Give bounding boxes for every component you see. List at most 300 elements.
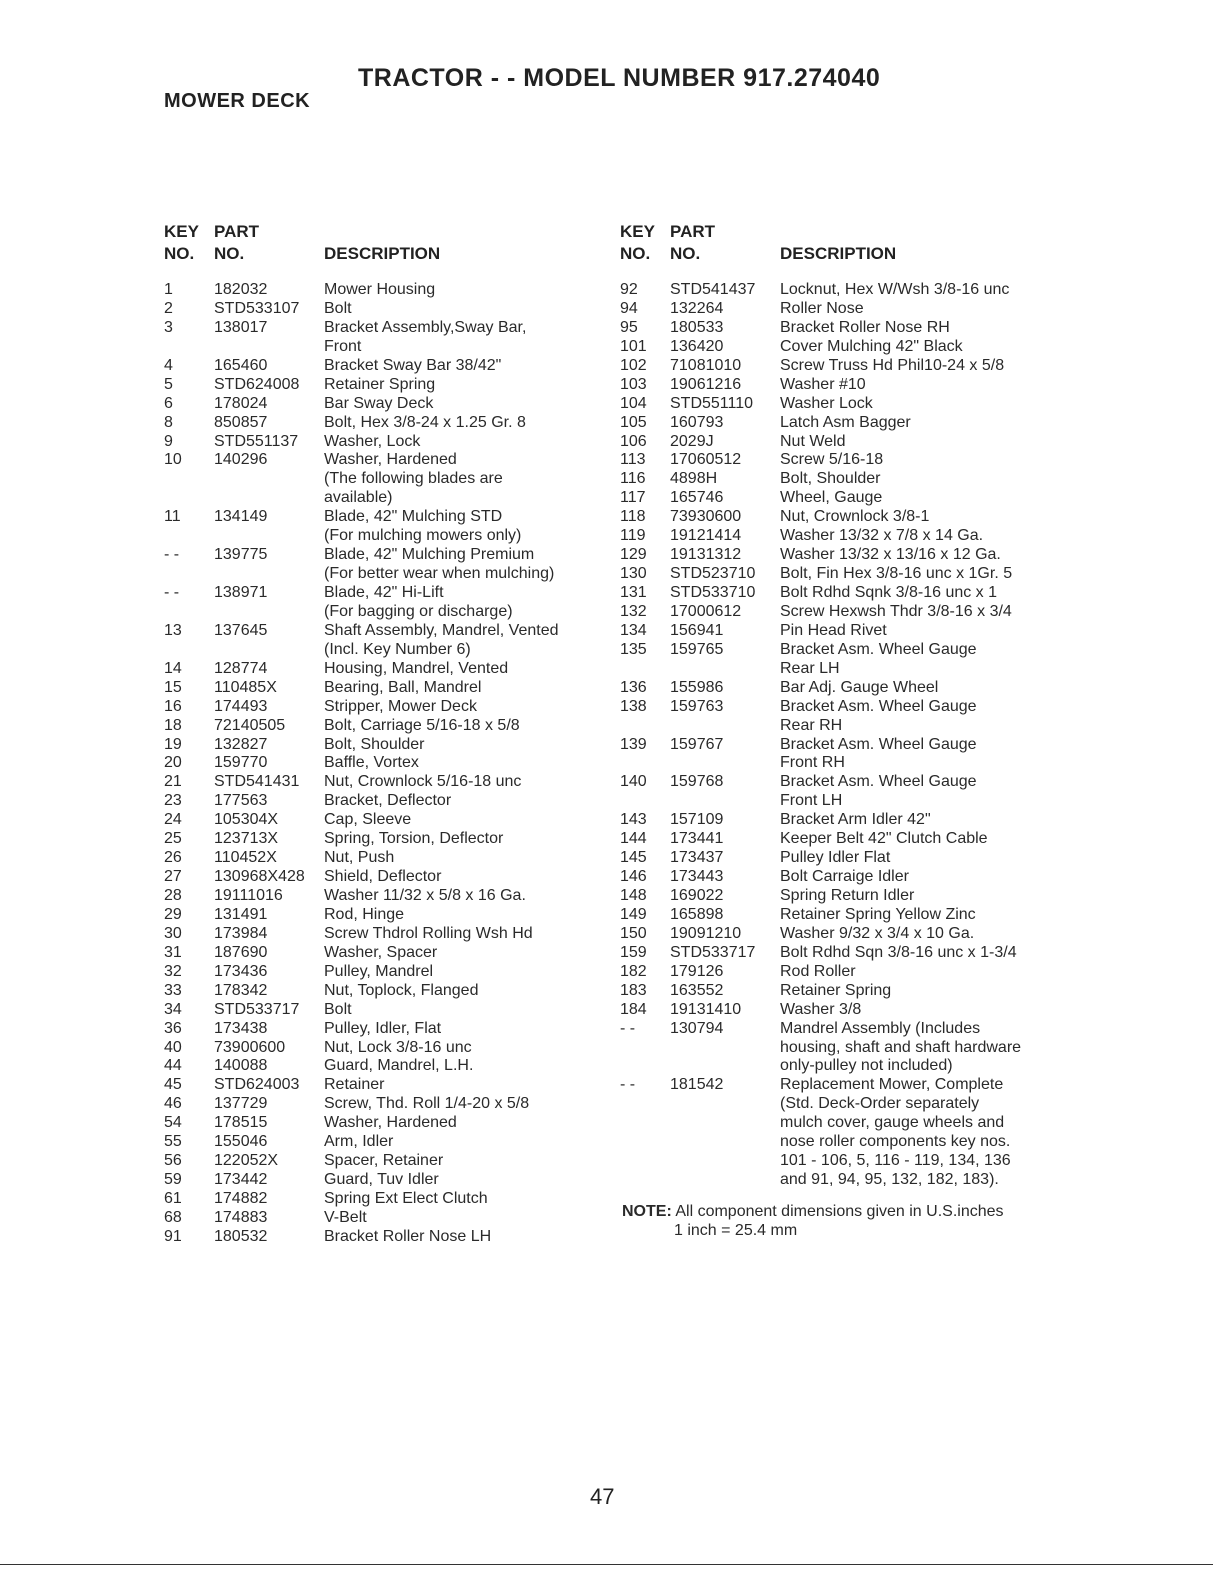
key-number: 9	[164, 432, 173, 450]
table-row	[620, 1019, 1060, 1038]
part-number: 19121414	[670, 527, 742, 545]
table-row	[164, 1132, 594, 1151]
part-description: Shaft Assembly, Mandrel, Vented	[324, 621, 559, 639]
key-number: 46	[164, 1095, 182, 1113]
part-description: Retainer	[324, 1076, 385, 1094]
table-row	[620, 1000, 1060, 1019]
part-description: Bolt Carraige Idler	[780, 868, 909, 886]
table-row	[620, 469, 1060, 488]
part-number: 179126	[670, 962, 724, 980]
header-part-no: NO.	[670, 244, 701, 263]
part-description: Bolt Rdhd Sqn 3/8-16 unc x 1-3/4	[780, 943, 1017, 961]
part-description: Housing, Mandrel, Vented	[324, 659, 509, 677]
table-row	[164, 1075, 594, 1094]
part-number: 19061216	[670, 375, 742, 393]
part-number: 71081010	[670, 356, 742, 374]
table-row	[620, 583, 1060, 602]
part-number: STD533107	[214, 299, 300, 317]
part-description: Rear RH	[780, 716, 843, 734]
key-number: 55	[164, 1133, 182, 1151]
part-number: 137729	[214, 1095, 268, 1113]
key-number: 32	[164, 962, 182, 980]
part-number: 130968X428	[214, 868, 305, 886]
table-row	[164, 602, 594, 621]
key-number: 59	[164, 1171, 182, 1189]
part-number: 140088	[214, 1057, 268, 1075]
key-number: 56	[164, 1152, 182, 1170]
table-row	[620, 545, 1060, 564]
table-row	[164, 678, 594, 697]
table-row	[164, 526, 594, 545]
key-number: 104	[620, 394, 647, 412]
part-description: Washer, Lock	[324, 432, 421, 450]
table-row	[164, 1094, 594, 1113]
key-number: 145	[620, 849, 647, 867]
table-row	[164, 1151, 594, 1170]
page-title: TRACTOR - - MODEL NUMBER 917.274040	[358, 64, 881, 92]
header-key-no: NO.	[164, 244, 195, 263]
key-number: 150	[620, 924, 647, 942]
key-number: - -	[620, 1019, 636, 1037]
part-number: 157109	[670, 811, 724, 829]
part-description: Nut, Crownlock 5/16-18 unc	[324, 773, 522, 791]
part-number: 159765	[670, 640, 724, 658]
table-row	[620, 791, 1060, 810]
part-description: Locknut, Hex W/Wsh 3/8-16 unc	[780, 281, 1010, 298]
part-description: Front LH	[780, 792, 843, 810]
table-row	[164, 697, 594, 716]
part-description: Bolt, Shoulder	[324, 735, 425, 753]
part-description: Bar Sway Deck	[324, 394, 434, 412]
table-row	[620, 810, 1060, 829]
part-description: Washer Lock	[780, 394, 873, 412]
table-row	[620, 375, 1060, 394]
part-number: 165460	[214, 356, 268, 374]
part-description: Mower Housing	[324, 281, 436, 298]
part-number: STD533710	[670, 584, 756, 601]
part-number: 17060512	[670, 451, 742, 469]
part-number: 123713X	[214, 830, 279, 848]
part-description: available)	[324, 489, 393, 507]
part-description: Blade, 42" Mulching Premium	[324, 546, 535, 564]
part-description: Stripper, Mower Deck	[324, 697, 477, 715]
part-number: 159768	[670, 773, 724, 791]
table-row	[164, 375, 594, 394]
table-row	[620, 867, 1060, 886]
key-number: 119	[620, 527, 646, 545]
part-description: Shield, Deflector	[324, 868, 442, 886]
part-number: 110452X	[214, 849, 277, 867]
header-key: KEY	[164, 222, 199, 241]
table-row	[164, 1189, 594, 1208]
table-row	[164, 564, 594, 583]
part-description: Front	[324, 337, 362, 355]
table-row	[164, 1000, 594, 1019]
table-row	[164, 280, 594, 299]
key-number: 4	[164, 356, 173, 374]
part-description: Spring Ext Elect Clutch	[324, 1190, 488, 1207]
table-row	[164, 1113, 594, 1132]
part-description: Cover Mulching 42" Black	[780, 337, 963, 355]
key-number: 140	[620, 773, 647, 791]
part-description: Nut, Toplock, Flanged	[324, 981, 479, 999]
part-description: Bolt, Carriage 5/16-18 x 5/8	[324, 716, 520, 734]
part-description: Bolt	[324, 1000, 352, 1018]
key-number: 45	[164, 1076, 182, 1094]
table-row	[620, 318, 1060, 337]
part-number: STD551110	[670, 394, 754, 412]
part-number: 131491	[214, 905, 268, 923]
part-number: 105304X	[214, 811, 279, 829]
part-description: Roller Nose	[780, 299, 864, 317]
table-row	[620, 981, 1060, 1000]
key-number: 184	[620, 1000, 647, 1018]
key-number: 148	[620, 887, 647, 904]
table-row	[620, 337, 1060, 356]
part-description: Rear LH	[780, 659, 840, 677]
part-description: Bracket Asm. Wheel Gauge	[780, 735, 977, 753]
table-row	[164, 981, 594, 1000]
header-part: PART	[670, 222, 716, 241]
part-number: 73900600	[214, 1038, 286, 1056]
part-description: nose roller components key nos.	[780, 1133, 1011, 1151]
parts-column-right	[620, 222, 1060, 1189]
key-number: 94	[620, 299, 638, 317]
part-description: Washer 9/32 x 3/4 x 10 Ga.	[780, 924, 975, 942]
key-number: 131	[620, 584, 647, 601]
part-number: 173442	[214, 1171, 268, 1189]
table-row	[164, 1056, 594, 1075]
part-description: Nut, Crownlock 3/8-1	[780, 508, 930, 526]
table-row	[620, 905, 1060, 924]
table-row	[620, 621, 1060, 640]
key-number: 134	[620, 621, 647, 639]
part-description: (The following blades are	[324, 470, 503, 488]
table-row	[620, 413, 1060, 432]
table-row	[164, 545, 594, 564]
part-description: Blade, 42" Mulching STD	[324, 508, 503, 526]
part-description: Bracket, Deflector	[324, 792, 452, 810]
part-description: Nut, Lock 3/8-16 unc	[324, 1038, 472, 1056]
part-number: 159763	[670, 697, 724, 715]
part-description: Washer, Spacer	[324, 943, 438, 961]
key-number: 118	[620, 508, 646, 526]
part-number: 2029J	[670, 432, 714, 450]
part-number: STD624008	[214, 375, 300, 393]
table-row	[620, 735, 1060, 754]
table-row	[164, 791, 594, 810]
part-description: Blade, 42" Hi-Lift	[324, 584, 444, 601]
key-number: 26	[164, 849, 182, 867]
key-number: 91	[164, 1227, 182, 1245]
part-number: 173441	[670, 830, 724, 848]
table-row	[620, 564, 1060, 583]
key-number: 138	[620, 697, 647, 715]
header-part-no: NO.	[214, 244, 245, 263]
part-description: (Incl. Key Number 6)	[324, 640, 471, 658]
part-description: Replacement Mower, Complete	[780, 1076, 1004, 1094]
part-description: Bracket Assembly,Sway Bar,	[324, 318, 527, 336]
part-number: 174882	[214, 1190, 268, 1207]
table-row	[164, 829, 594, 848]
header-key: KEY	[620, 222, 655, 241]
key-number: 103	[620, 375, 647, 393]
table-row	[620, 1075, 1060, 1094]
part-number: 850857	[214, 413, 268, 431]
key-number: 3	[164, 318, 173, 336]
part-number: 130794	[670, 1019, 724, 1037]
part-description: V-Belt	[324, 1208, 367, 1226]
table-row	[620, 640, 1060, 659]
part-number: 177563	[214, 792, 268, 810]
part-number: 180533	[670, 318, 724, 336]
key-number: 24	[164, 811, 182, 829]
table-row	[620, 962, 1060, 981]
key-number: 130	[620, 565, 647, 583]
part-number: 159770	[214, 754, 268, 772]
table-row	[164, 488, 594, 507]
part-number: 163552	[670, 981, 724, 999]
note-line1: All component dimensions given in U.S.inches	[675, 1203, 1004, 1220]
key-number: 8	[164, 413, 173, 431]
part-description: Pulley, Mandrel	[324, 962, 434, 980]
part-description: Guard, Tuv Idler	[324, 1171, 439, 1189]
part-number: 132264	[670, 299, 724, 317]
table-row	[164, 1038, 594, 1057]
table-row	[620, 1038, 1060, 1057]
part-description: Pulley Idler Flat	[780, 849, 891, 867]
key-number: 13	[164, 621, 182, 639]
part-description: Keeper Belt 42" Clutch Cable	[780, 830, 988, 848]
part-number: 174493	[214, 697, 268, 715]
key-number: 44	[164, 1057, 182, 1075]
part-description: Latch Asm Bagger	[780, 413, 911, 431]
table-row	[164, 507, 594, 526]
key-number: 21	[164, 773, 182, 791]
table-row	[620, 848, 1060, 867]
part-description: Arm, Idler	[324, 1133, 394, 1151]
part-description: Bearing, Ball, Mandrel	[324, 678, 482, 696]
part-number: 156941	[670, 621, 724, 639]
part-description: Washer 13/32 x 13/16 x 12 Ga.	[780, 546, 1001, 564]
key-number: 15	[164, 678, 182, 696]
page-number: 47	[590, 1484, 615, 1509]
part-number: STD624003	[214, 1076, 300, 1094]
table-row	[620, 432, 1060, 451]
table-row	[620, 659, 1060, 678]
part-description: Bolt Rdhd Sqnk 3/8-16 unc x 1	[780, 584, 998, 601]
part-description: Baffle, Vortex	[324, 754, 419, 772]
key-number: 5	[164, 375, 173, 393]
part-description: Washer 11/32 x 5/8 x 16 Ga.	[324, 887, 526, 904]
part-number: 159767	[670, 735, 724, 753]
table-row	[164, 432, 594, 451]
part-number: STD541437	[670, 281, 756, 298]
table-row	[164, 659, 594, 678]
key-number: 106	[620, 432, 647, 450]
key-number: 11	[164, 508, 181, 526]
part-number: 180532	[214, 1227, 268, 1245]
key-number: 136	[620, 678, 647, 696]
part-description: Screw, Thd. Roll 1/4-20 x 5/8	[324, 1095, 530, 1113]
table-row	[620, 886, 1060, 905]
part-number: STD533717	[214, 1000, 300, 1018]
part-number: 174883	[214, 1208, 268, 1226]
part-description: Washer, Hardened	[324, 451, 457, 469]
key-number: 28	[164, 887, 182, 904]
key-number: 149	[620, 905, 647, 923]
key-number: 117	[620, 489, 646, 507]
part-number: 19111016	[214, 887, 283, 904]
key-number: 19	[164, 735, 182, 753]
table-row	[620, 488, 1060, 507]
table-row	[164, 943, 594, 962]
part-number: 134149	[214, 508, 268, 526]
table-row	[164, 848, 594, 867]
part-description: Retainer Spring Yellow Zinc	[780, 905, 976, 923]
table-row	[164, 337, 594, 356]
table-row	[620, 1151, 1060, 1170]
key-number: 6	[164, 394, 173, 412]
table-row	[164, 867, 594, 886]
part-number: 173984	[214, 924, 268, 942]
part-description: Bar Adj. Gauge Wheel	[780, 678, 939, 696]
parts-list-right	[620, 280, 1060, 1189]
part-number: 132827	[214, 735, 268, 753]
table-row	[164, 962, 594, 981]
table-row	[164, 753, 594, 772]
part-description: Screw Hexwsh Thdr 3/8-16 x 3/4	[780, 602, 1012, 620]
key-number: 135	[620, 640, 647, 658]
part-description: Washer #10	[780, 375, 866, 393]
part-number: STD523710	[670, 565, 756, 583]
table-row	[620, 356, 1060, 375]
table-row	[620, 924, 1060, 943]
part-number: 19131410	[670, 1000, 742, 1018]
part-number: STD551137	[214, 432, 299, 450]
part-number: 72140505	[214, 716, 286, 734]
table-row	[164, 299, 594, 318]
key-number: 144	[620, 830, 647, 848]
part-description: Retainer Spring	[780, 981, 892, 999]
key-number: 105	[620, 413, 647, 431]
table-row	[620, 507, 1060, 526]
key-number: - -	[164, 584, 180, 601]
part-number: 165898	[670, 905, 724, 923]
part-description: Mandrel Assembly (Includes	[780, 1019, 981, 1037]
part-number: 178342	[214, 981, 268, 999]
key-number: 30	[164, 924, 182, 942]
key-number: 2	[164, 299, 173, 317]
part-number: 187690	[214, 943, 268, 961]
part-description: Spacer, Retainer	[324, 1152, 444, 1170]
table-row	[164, 318, 594, 337]
part-description: Bracket Sway Bar 38/42"	[324, 356, 502, 374]
part-description: Screw 5/16-18	[780, 451, 884, 469]
part-number: 160793	[670, 413, 724, 431]
part-description: 101 - 106, 5, 116 - 119, 134, 136	[780, 1152, 1011, 1170]
table-row	[164, 772, 594, 791]
part-description: Spring Return Idler	[780, 887, 915, 904]
table-row	[164, 1019, 594, 1038]
part-description: Cap, Sleeve	[324, 811, 412, 829]
part-number: 4898H	[670, 470, 718, 488]
part-number: 173438	[214, 1019, 268, 1037]
part-number: 173443	[670, 868, 724, 886]
table-row	[164, 1227, 594, 1246]
part-number: 136420	[670, 337, 724, 355]
part-description: Bracket Asm. Wheel Gauge	[780, 640, 977, 658]
section-heading: MOWER DECK	[164, 90, 311, 112]
part-description: Bracket Asm. Wheel Gauge	[780, 697, 977, 715]
key-number: - -	[164, 546, 180, 564]
key-number: 31	[164, 943, 182, 961]
table-row	[620, 829, 1060, 848]
part-number: 140296	[214, 451, 268, 469]
table-row	[164, 1170, 594, 1189]
part-description: Bolt	[324, 299, 352, 317]
table-row	[620, 526, 1060, 545]
table-row	[164, 450, 594, 469]
key-number: 113	[620, 451, 646, 469]
table-row	[620, 716, 1060, 735]
table-row	[620, 1132, 1060, 1151]
table-row	[164, 886, 594, 905]
key-number: 36	[164, 1019, 182, 1037]
part-description: Nut Weld	[780, 432, 846, 450]
key-number: 1	[164, 281, 173, 298]
part-description: Washer, Hardened	[324, 1114, 457, 1132]
part-description: Bolt, Fin Hex 3/8-16 unc x 1Gr. 5	[780, 565, 1013, 583]
part-number: 173436	[214, 962, 268, 980]
note-line2: 1 inch = 25.4 mm	[674, 1222, 798, 1239]
part-number: 110485X	[214, 678, 277, 696]
part-description: Wheel, Gauge	[780, 489, 883, 507]
part-number: 182032	[214, 281, 268, 298]
key-number: 92	[620, 281, 638, 298]
part-description: Bracket Asm. Wheel Gauge	[780, 773, 977, 791]
table-row	[620, 678, 1060, 697]
table-row	[620, 1094, 1060, 1113]
key-number: 40	[164, 1038, 182, 1056]
part-number: STD533717	[670, 943, 756, 961]
key-number: 54	[164, 1114, 182, 1132]
part-description: Bolt, Shoulder	[780, 470, 881, 488]
table-row	[620, 602, 1060, 621]
key-number: 182	[620, 962, 647, 980]
part-number: 178515	[214, 1114, 268, 1132]
table-row	[620, 299, 1060, 318]
table-row	[164, 469, 594, 488]
part-number: 19131312	[670, 546, 742, 564]
part-description: Screw Thdrol Rolling Wsh Hd	[324, 924, 533, 942]
key-number: 146	[620, 868, 647, 886]
part-description: (For better wear when mulching)	[324, 565, 555, 583]
key-number: 29	[164, 905, 182, 923]
part-number: 19091210	[670, 924, 742, 942]
key-number: 116	[620, 470, 646, 488]
table-row	[620, 1170, 1060, 1189]
key-number: 25	[164, 830, 182, 848]
part-number: 178024	[214, 394, 268, 412]
header-description: DESCRIPTION	[324, 244, 441, 263]
key-number: 10	[164, 451, 182, 469]
table-row	[620, 772, 1060, 791]
column-headers	[620, 222, 1060, 270]
key-number: 101	[620, 337, 647, 355]
part-number: 173437	[670, 849, 724, 867]
part-description: housing, shaft and shaft hardware	[780, 1038, 1022, 1056]
